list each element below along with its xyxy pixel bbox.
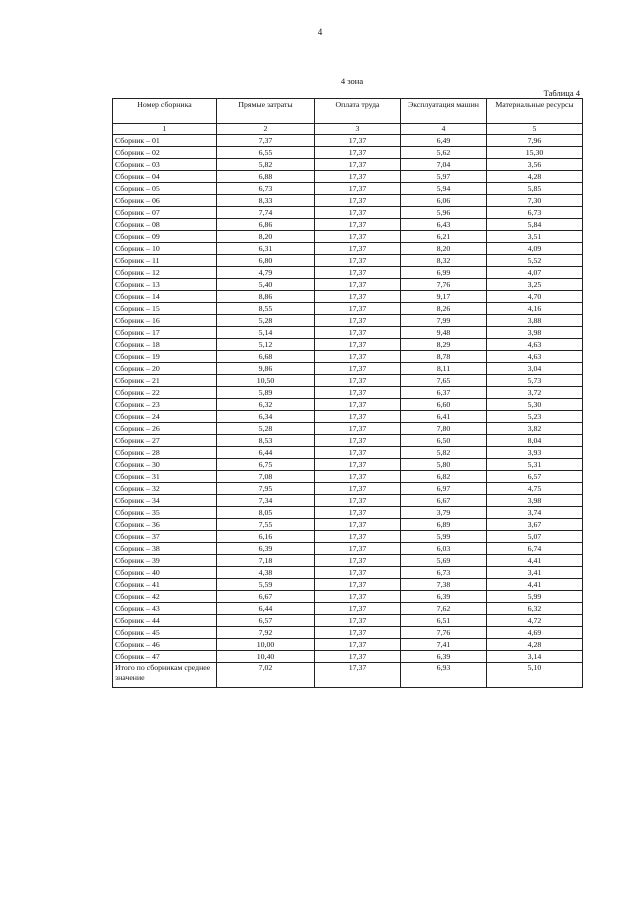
machine-operation: 7,41 bbox=[401, 639, 487, 651]
machine-operation: 5,69 bbox=[401, 555, 487, 567]
material-resources: 3,82 bbox=[487, 423, 583, 435]
direct-costs: 6,44 bbox=[217, 447, 315, 459]
table-row bbox=[113, 327, 583, 339]
column-number: 1 bbox=[113, 124, 217, 135]
machine-operation: 7,80 bbox=[401, 423, 487, 435]
material-resources: 3,98 bbox=[487, 495, 583, 507]
table-row bbox=[113, 519, 583, 531]
labor-pay: 17,37 bbox=[315, 399, 401, 411]
table-row bbox=[113, 555, 583, 567]
direct-costs: 4,79 bbox=[217, 267, 315, 279]
labor-pay: 17,37 bbox=[315, 387, 401, 399]
total-machine-operation: 6,93 bbox=[401, 663, 487, 688]
material-resources: 7,30 bbox=[487, 195, 583, 207]
collection-name: Сборник – 19 bbox=[113, 351, 217, 363]
machine-operation: 8,29 bbox=[401, 339, 487, 351]
material-resources: 4,09 bbox=[487, 243, 583, 255]
collection-name: Сборник – 41 bbox=[113, 579, 217, 591]
machine-operation: 9,48 bbox=[401, 327, 487, 339]
collection-name: Сборник – 17 bbox=[113, 327, 217, 339]
material-resources: 6,57 bbox=[487, 471, 583, 483]
collection-name: Сборник – 18 bbox=[113, 339, 217, 351]
direct-costs: 9,86 bbox=[217, 363, 315, 375]
collection-name: Сборник – 11 bbox=[113, 255, 217, 267]
direct-costs: 5,89 bbox=[217, 387, 315, 399]
machine-operation: 6,67 bbox=[401, 495, 487, 507]
table-row bbox=[113, 591, 583, 603]
machine-operation: 6,41 bbox=[401, 411, 487, 423]
labor-pay: 17,37 bbox=[315, 555, 401, 567]
table-row bbox=[113, 615, 583, 627]
material-resources: 4,16 bbox=[487, 303, 583, 315]
table-row bbox=[113, 135, 583, 147]
machine-operation: 5,80 bbox=[401, 459, 487, 471]
table-row bbox=[113, 171, 583, 183]
direct-costs: 7,74 bbox=[217, 207, 315, 219]
labor-pay: 17,37 bbox=[315, 615, 401, 627]
machine-operation: 7,38 bbox=[401, 579, 487, 591]
machine-operation: 7,99 bbox=[401, 315, 487, 327]
column-number: 3 bbox=[315, 124, 401, 135]
labor-pay: 17,37 bbox=[315, 423, 401, 435]
collection-name: Сборник – 15 bbox=[113, 303, 217, 315]
direct-costs: 7,92 bbox=[217, 627, 315, 639]
table-row bbox=[113, 159, 583, 171]
material-resources: 8,04 bbox=[487, 435, 583, 447]
labor-pay: 17,37 bbox=[315, 291, 401, 303]
table-row bbox=[113, 387, 583, 399]
material-resources: 3,74 bbox=[487, 507, 583, 519]
direct-costs: 5,40 bbox=[217, 279, 315, 291]
header-row bbox=[113, 99, 583, 124]
collection-name: Сборник – 30 bbox=[113, 459, 217, 471]
machine-operation: 6,39 bbox=[401, 651, 487, 663]
material-resources: 3,25 bbox=[487, 279, 583, 291]
collection-name: Сборник – 32 bbox=[113, 483, 217, 495]
labor-pay: 17,37 bbox=[315, 351, 401, 363]
labor-pay: 17,37 bbox=[315, 507, 401, 519]
direct-costs: 10,40 bbox=[217, 651, 315, 663]
direct-costs: 4,38 bbox=[217, 567, 315, 579]
collection-name: Сборник – 40 bbox=[113, 567, 217, 579]
material-resources: 4,69 bbox=[487, 627, 583, 639]
total-labor-pay: 17,37 bbox=[315, 663, 401, 688]
collection-name: Сборник – 08 bbox=[113, 219, 217, 231]
labor-pay: 17,37 bbox=[315, 639, 401, 651]
material-resources: 5,99 bbox=[487, 591, 583, 603]
machine-operation: 7,04 bbox=[401, 159, 487, 171]
direct-costs: 7,55 bbox=[217, 519, 315, 531]
table-row bbox=[113, 567, 583, 579]
machine-operation: 6,03 bbox=[401, 543, 487, 555]
table-row bbox=[113, 195, 583, 207]
table-row bbox=[113, 495, 583, 507]
collection-name: Сборник – 24 bbox=[113, 411, 217, 423]
table-row bbox=[113, 627, 583, 639]
collection-name: Сборник – 20 bbox=[113, 363, 217, 375]
labor-pay: 17,37 bbox=[315, 135, 401, 147]
table-row bbox=[113, 219, 583, 231]
direct-costs: 7,37 bbox=[217, 135, 315, 147]
column-number: 2 bbox=[217, 124, 315, 135]
machine-operation: 6,60 bbox=[401, 399, 487, 411]
direct-costs: 5,28 bbox=[217, 315, 315, 327]
column-header: Номер сборника bbox=[113, 99, 217, 124]
labor-pay: 17,37 bbox=[315, 195, 401, 207]
collection-name: Сборник – 05 bbox=[113, 183, 217, 195]
labor-pay: 17,37 bbox=[315, 327, 401, 339]
direct-costs: 8,05 bbox=[217, 507, 315, 519]
table-row bbox=[113, 483, 583, 495]
direct-costs: 8,86 bbox=[217, 291, 315, 303]
machine-operation: 6,06 bbox=[401, 195, 487, 207]
table-row bbox=[113, 279, 583, 291]
column-header: Оплата труда bbox=[315, 99, 401, 124]
collection-name: Сборник – 06 bbox=[113, 195, 217, 207]
labor-pay: 17,37 bbox=[315, 219, 401, 231]
direct-costs: 6,67 bbox=[217, 591, 315, 603]
labor-pay: 17,37 bbox=[315, 495, 401, 507]
direct-costs: 7,08 bbox=[217, 471, 315, 483]
direct-costs: 10,00 bbox=[217, 639, 315, 651]
direct-costs: 6,39 bbox=[217, 543, 315, 555]
direct-costs: 7,18 bbox=[217, 555, 315, 567]
table-row bbox=[113, 351, 583, 363]
direct-costs: 5,28 bbox=[217, 423, 315, 435]
table-row bbox=[113, 507, 583, 519]
collection-name: Сборник – 45 bbox=[113, 627, 217, 639]
collection-name: Сборник – 09 bbox=[113, 231, 217, 243]
material-resources: 3,72 bbox=[487, 387, 583, 399]
material-resources: 5,85 bbox=[487, 183, 583, 195]
collection-name: Сборник – 35 bbox=[113, 507, 217, 519]
table-row bbox=[113, 183, 583, 195]
table-row bbox=[113, 471, 583, 483]
labor-pay: 17,37 bbox=[315, 531, 401, 543]
machine-operation: 5,97 bbox=[401, 171, 487, 183]
labor-pay: 17,37 bbox=[315, 411, 401, 423]
material-resources: 15,30 bbox=[487, 147, 583, 159]
collection-name: Сборник – 22 bbox=[113, 387, 217, 399]
material-resources: 5,73 bbox=[487, 375, 583, 387]
labor-pay: 17,37 bbox=[315, 171, 401, 183]
direct-costs: 6,86 bbox=[217, 219, 315, 231]
table-caption: Таблица 4 bbox=[543, 88, 580, 98]
direct-costs: 6,73 bbox=[217, 183, 315, 195]
material-resources: 4,07 bbox=[487, 267, 583, 279]
direct-costs: 6,57 bbox=[217, 615, 315, 627]
zone-title: 4 зона bbox=[340, 76, 364, 86]
labor-pay: 17,37 bbox=[315, 243, 401, 255]
labor-pay: 17,37 bbox=[315, 147, 401, 159]
labor-pay: 17,37 bbox=[315, 543, 401, 555]
labor-pay: 17,37 bbox=[315, 267, 401, 279]
machine-operation: 6,73 bbox=[401, 567, 487, 579]
direct-costs: 6,88 bbox=[217, 171, 315, 183]
labor-pay: 17,37 bbox=[315, 231, 401, 243]
labor-pay: 17,37 bbox=[315, 627, 401, 639]
machine-operation: 6,82 bbox=[401, 471, 487, 483]
table-row bbox=[113, 411, 583, 423]
collection-name: Сборник – 31 bbox=[113, 471, 217, 483]
machine-operation: 5,96 bbox=[401, 207, 487, 219]
direct-costs: 8,55 bbox=[217, 303, 315, 315]
labor-pay: 17,37 bbox=[315, 435, 401, 447]
total-label: Итого по сборникам среднее значение bbox=[113, 663, 217, 688]
table-row bbox=[113, 399, 583, 411]
material-resources: 3,04 bbox=[487, 363, 583, 375]
labor-pay: 17,37 bbox=[315, 567, 401, 579]
collection-name: Сборник – 02 bbox=[113, 147, 217, 159]
direct-costs: 6,68 bbox=[217, 351, 315, 363]
table-row bbox=[113, 579, 583, 591]
collection-name: Сборник – 01 bbox=[113, 135, 217, 147]
column-header: Материальные ресурсы bbox=[487, 99, 583, 124]
collection-name: Сборник – 42 bbox=[113, 591, 217, 603]
table-row bbox=[113, 459, 583, 471]
collection-name: Сборник – 34 bbox=[113, 495, 217, 507]
labor-pay: 17,37 bbox=[315, 471, 401, 483]
collection-name: Сборник – 04 bbox=[113, 171, 217, 183]
material-resources: 5,31 bbox=[487, 459, 583, 471]
material-resources: 3,56 bbox=[487, 159, 583, 171]
total-material-resources: 5,10 bbox=[487, 663, 583, 688]
machine-operation: 5,99 bbox=[401, 531, 487, 543]
material-resources: 5,23 bbox=[487, 411, 583, 423]
total-row bbox=[113, 663, 583, 688]
column-number-row bbox=[113, 124, 583, 135]
labor-pay: 17,37 bbox=[315, 447, 401, 459]
direct-costs: 6,34 bbox=[217, 411, 315, 423]
material-resources: 4,70 bbox=[487, 291, 583, 303]
collection-name: Сборник – 46 bbox=[113, 639, 217, 651]
labor-pay: 17,37 bbox=[315, 579, 401, 591]
collection-name: Сборник – 13 bbox=[113, 279, 217, 291]
table-row bbox=[113, 639, 583, 651]
table-row bbox=[113, 435, 583, 447]
direct-costs: 8,33 bbox=[217, 195, 315, 207]
direct-costs: 5,12 bbox=[217, 339, 315, 351]
direct-costs: 7,95 bbox=[217, 483, 315, 495]
machine-operation: 8,20 bbox=[401, 243, 487, 255]
machine-operation: 6,37 bbox=[401, 387, 487, 399]
material-resources: 4,63 bbox=[487, 351, 583, 363]
column-header: Прямые затраты bbox=[217, 99, 315, 124]
labor-pay: 17,37 bbox=[315, 159, 401, 171]
direct-costs: 6,44 bbox=[217, 603, 315, 615]
table-body bbox=[113, 135, 583, 663]
table-row bbox=[113, 291, 583, 303]
labor-pay: 17,37 bbox=[315, 255, 401, 267]
table-row bbox=[113, 543, 583, 555]
collection-name: Сборник – 44 bbox=[113, 615, 217, 627]
material-resources: 4,63 bbox=[487, 339, 583, 351]
collection-name: Сборник – 26 bbox=[113, 423, 217, 435]
labor-pay: 17,37 bbox=[315, 651, 401, 663]
material-resources: 3,98 bbox=[487, 327, 583, 339]
collection-name: Сборник – 21 bbox=[113, 375, 217, 387]
machine-operation: 8,32 bbox=[401, 255, 487, 267]
page-number: 4 bbox=[317, 27, 323, 37]
collection-name: Сборник – 47 bbox=[113, 651, 217, 663]
table-row bbox=[113, 231, 583, 243]
collection-name: Сборник – 07 bbox=[113, 207, 217, 219]
material-resources: 5,07 bbox=[487, 531, 583, 543]
table-row bbox=[113, 315, 583, 327]
collection-name: Сборник – 36 bbox=[113, 519, 217, 531]
material-resources: 6,73 bbox=[487, 207, 583, 219]
material-resources: 3,88 bbox=[487, 315, 583, 327]
labor-pay: 17,37 bbox=[315, 339, 401, 351]
labor-pay: 17,37 bbox=[315, 483, 401, 495]
material-resources: 3,67 bbox=[487, 519, 583, 531]
data-table bbox=[112, 98, 583, 688]
column-number: 4 bbox=[401, 124, 487, 135]
material-resources: 5,84 bbox=[487, 219, 583, 231]
material-resources: 4,28 bbox=[487, 171, 583, 183]
table-row bbox=[113, 147, 583, 159]
table-row bbox=[113, 375, 583, 387]
machine-operation: 6,97 bbox=[401, 483, 487, 495]
collection-name: Сборник – 28 bbox=[113, 447, 217, 459]
direct-costs: 5,59 bbox=[217, 579, 315, 591]
table-row bbox=[113, 339, 583, 351]
material-resources: 7,96 bbox=[487, 135, 583, 147]
direct-costs: 5,82 bbox=[217, 159, 315, 171]
labor-pay: 17,37 bbox=[315, 303, 401, 315]
machine-operation: 5,82 bbox=[401, 447, 487, 459]
table-row bbox=[113, 447, 583, 459]
table-row bbox=[113, 207, 583, 219]
table-row bbox=[113, 255, 583, 267]
machine-operation: 8,78 bbox=[401, 351, 487, 363]
machine-operation: 6,99 bbox=[401, 267, 487, 279]
labor-pay: 17,37 bbox=[315, 375, 401, 387]
machine-operation: 9,17 bbox=[401, 291, 487, 303]
collection-name: Сборник – 43 bbox=[113, 603, 217, 615]
table-row bbox=[113, 651, 583, 663]
machine-operation: 6,89 bbox=[401, 519, 487, 531]
table-row bbox=[113, 303, 583, 315]
material-resources: 3,93 bbox=[487, 447, 583, 459]
machine-operation: 8,26 bbox=[401, 303, 487, 315]
table-row bbox=[113, 603, 583, 615]
direct-costs: 6,16 bbox=[217, 531, 315, 543]
collection-name: Сборник – 10 bbox=[113, 243, 217, 255]
material-resources: 3,51 bbox=[487, 231, 583, 243]
direct-costs: 6,32 bbox=[217, 399, 315, 411]
labor-pay: 17,37 bbox=[315, 459, 401, 471]
total-direct-costs: 7,02 bbox=[217, 663, 315, 688]
machine-operation: 8,11 bbox=[401, 363, 487, 375]
material-resources: 3,14 bbox=[487, 651, 583, 663]
labor-pay: 17,37 bbox=[315, 363, 401, 375]
machine-operation: 6,51 bbox=[401, 615, 487, 627]
collection-name: Сборник – 38 bbox=[113, 543, 217, 555]
machine-operation: 5,94 bbox=[401, 183, 487, 195]
material-resources: 6,32 bbox=[487, 603, 583, 615]
machine-operation: 6,49 bbox=[401, 135, 487, 147]
direct-costs: 7,34 bbox=[217, 495, 315, 507]
collection-name: Сборник – 12 bbox=[113, 267, 217, 279]
machine-operation: 7,62 bbox=[401, 603, 487, 615]
labor-pay: 17,37 bbox=[315, 279, 401, 291]
table-row bbox=[113, 423, 583, 435]
material-resources: 3,41 bbox=[487, 567, 583, 579]
labor-pay: 17,37 bbox=[315, 207, 401, 219]
machine-operation: 7,76 bbox=[401, 627, 487, 639]
direct-costs: 8,20 bbox=[217, 231, 315, 243]
collection-name: Сборник – 37 bbox=[113, 531, 217, 543]
machine-operation: 3,79 bbox=[401, 507, 487, 519]
direct-costs: 6,80 bbox=[217, 255, 315, 267]
material-resources: 4,28 bbox=[487, 639, 583, 651]
material-resources: 5,52 bbox=[487, 255, 583, 267]
material-resources: 4,75 bbox=[487, 483, 583, 495]
machine-operation: 5,62 bbox=[401, 147, 487, 159]
column-header: Эксплуатация машин bbox=[401, 99, 487, 124]
direct-costs: 5,14 bbox=[217, 327, 315, 339]
material-resources: 6,74 bbox=[487, 543, 583, 555]
collection-name: Сборник – 16 bbox=[113, 315, 217, 327]
material-resources: 4,41 bbox=[487, 579, 583, 591]
collection-name: Сборник – 03 bbox=[113, 159, 217, 171]
collection-name: Сборник – 27 bbox=[113, 435, 217, 447]
machine-operation: 6,21 bbox=[401, 231, 487, 243]
collection-name: Сборник – 14 bbox=[113, 291, 217, 303]
direct-costs: 6,31 bbox=[217, 243, 315, 255]
table-row bbox=[113, 531, 583, 543]
labor-pay: 17,37 bbox=[315, 183, 401, 195]
material-resources: 5,30 bbox=[487, 399, 583, 411]
direct-costs: 6,75 bbox=[217, 459, 315, 471]
material-resources: 4,72 bbox=[487, 615, 583, 627]
labor-pay: 17,37 bbox=[315, 591, 401, 603]
table-row bbox=[113, 267, 583, 279]
labor-pay: 17,37 bbox=[315, 315, 401, 327]
machine-operation: 6,39 bbox=[401, 591, 487, 603]
collection-name: Сборник – 23 bbox=[113, 399, 217, 411]
table-row bbox=[113, 243, 583, 255]
machine-operation: 7,65 bbox=[401, 375, 487, 387]
direct-costs: 8,53 bbox=[217, 435, 315, 447]
labor-pay: 17,37 bbox=[315, 519, 401, 531]
material-resources: 4,41 bbox=[487, 555, 583, 567]
table-row bbox=[113, 363, 583, 375]
machine-operation: 6,43 bbox=[401, 219, 487, 231]
direct-costs: 10,50 bbox=[217, 375, 315, 387]
direct-costs: 6,55 bbox=[217, 147, 315, 159]
labor-pay: 17,37 bbox=[315, 603, 401, 615]
collection-name: Сборник – 39 bbox=[113, 555, 217, 567]
machine-operation: 6,50 bbox=[401, 435, 487, 447]
column-number: 5 bbox=[487, 124, 583, 135]
machine-operation: 7,76 bbox=[401, 279, 487, 291]
